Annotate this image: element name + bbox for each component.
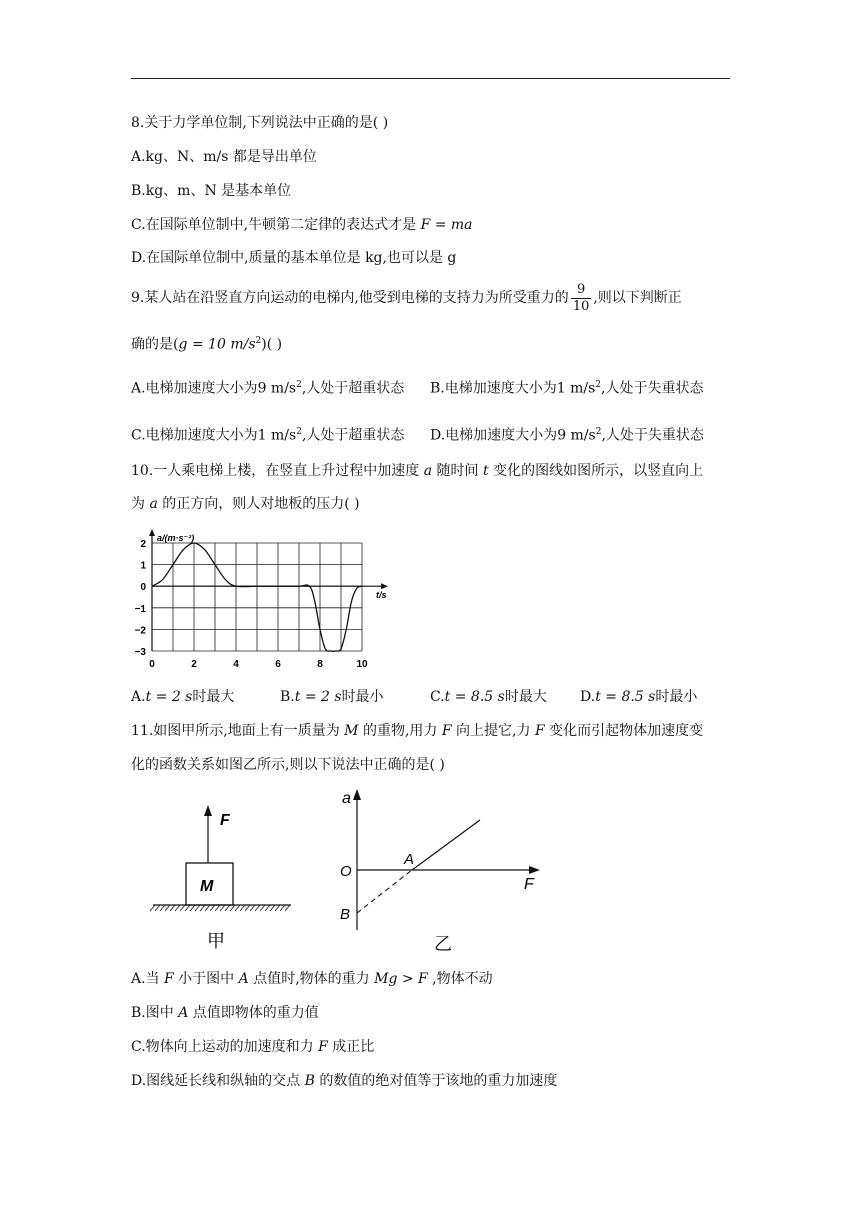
q9-g-value: g = 10 m/s	[178, 336, 256, 353]
ground-hatch-mark	[205, 905, 210, 911]
q8-option-c-formula: F = ma	[420, 217, 473, 233]
q9-option-b-post: ,人处于失重状态	[601, 380, 704, 397]
q8-option-c	[131, 216, 473, 234]
q9-option-b-sup: 2	[595, 380, 602, 390]
q9-fraction	[571, 282, 592, 315]
y-tick-label: −1	[134, 603, 146, 615]
q10-stem1-pre: 10.一人乘电梯上楼，在竖直上升过程中加速度	[131, 463, 424, 479]
q11-stem1-pre: 11.如图甲所示,地面上有一质量为	[131, 723, 345, 739]
q9-option-a-sup: 2	[296, 380, 302, 390]
x-tick-label: 8	[317, 659, 323, 670]
q9-option-d	[430, 423, 704, 445]
q11-b-A: A	[178, 1005, 189, 1021]
extension-dashed	[357, 870, 412, 913]
chart-grid	[152, 543, 362, 651]
ground-hatch-mark	[190, 905, 195, 911]
q9-stem-line1	[131, 280, 682, 316]
origin-label: O	[340, 863, 352, 880]
q11-a-ineq: Mg > F	[374, 971, 428, 987]
q11-c-pre: C.物体向上运动的加速度和力	[131, 1039, 319, 1055]
x-tick-label: 6	[275, 659, 281, 670]
q10-option-d-label: D.	[580, 689, 596, 705]
q11-b-post: 点值即物体的重力值	[188, 1005, 319, 1021]
q10-stem-line2	[131, 495, 360, 513]
ground-hatch-mark	[210, 905, 215, 911]
x-tick-label: 0	[149, 659, 155, 670]
q9-option-a	[131, 376, 404, 398]
y-tick-label: −2	[134, 625, 146, 637]
q10-acceleration-chart	[130, 525, 400, 675]
q8-option-c-text: C.在国际单位制中,牛顿第二定律的表达式才是	[131, 217, 421, 233]
q11-option-b	[131, 1004, 319, 1022]
y-tick-label: −3	[134, 647, 146, 658]
q9-option-a-pre: A.电梯加速度大小为	[131, 380, 258, 397]
q10-option-d	[580, 688, 697, 706]
q9-fraction-num: 9	[571, 282, 592, 299]
force-arrow-head	[204, 805, 212, 816]
ground-hatch-mark	[175, 905, 180, 911]
ground-hatch-mark	[225, 905, 230, 911]
q9-stem2-post: )( )	[261, 336, 283, 353]
chart-tick-labels	[135, 539, 368, 670]
a-axis-label: a	[342, 790, 351, 807]
q10-option-b	[280, 688, 384, 706]
q9-option-b	[430, 376, 703, 398]
point-a-label: A	[404, 851, 415, 868]
ground-hatch-mark	[245, 905, 250, 911]
q10-option-c	[430, 688, 547, 706]
q11-a-pre: A.当	[131, 971, 165, 987]
q10-stem1-post: 变化的图线如图所示，以竖直向上	[488, 463, 704, 479]
q11-a-A: A	[238, 971, 249, 987]
q10-stem2-pre: 为	[131, 496, 150, 512]
q9-option-c-post: ,人处于超重状态	[301, 427, 405, 444]
q9-fraction-den: 10	[572, 298, 590, 314]
q11-b-pre: B.图中	[131, 1005, 179, 1021]
q11-stem1-M: M	[344, 723, 359, 739]
q11-stem1-F: F	[441, 723, 452, 739]
f-axis-arrow	[529, 866, 540, 874]
q9-option-d-val: 9 m/s	[557, 427, 596, 444]
q11-a-mid: 小于图中	[173, 971, 239, 987]
q10-stem1-mid: 随时间	[432, 463, 483, 479]
y-tick-label: 0	[140, 582, 146, 594]
q9-stem-line2	[131, 332, 282, 354]
q9-option-b-val: 1 m/s	[556, 380, 596, 397]
ground-hatch-mark	[185, 905, 190, 911]
q8-option-d: D.在国际单位制中,质量的基本单位是 kg,也可以是 g	[131, 250, 457, 266]
ground-hatch-mark	[280, 905, 285, 911]
q10-option-c-label: C.	[430, 689, 445, 705]
q10-stem-line1	[131, 462, 703, 480]
q10-option-b-label: B.	[280, 689, 295, 705]
q9-stem2-pre: 确的是(	[131, 336, 179, 353]
q11-a-mid2: 点值时,物体的重力	[248, 971, 375, 987]
q11-a-post: ,物体不动	[427, 971, 493, 987]
ground-hatch-mark	[215, 905, 220, 911]
force-label: F	[220, 812, 230, 829]
q10-option-d-post: 时最小	[655, 689, 698, 705]
q9-option-c-val: 1 m/s	[257, 427, 297, 444]
q9-option-d-post: ,人处于失重状态	[601, 427, 704, 444]
q11-d-pre: D.图线延长线和纵轴的交点	[131, 1073, 305, 1089]
q10-option-a-label: A.	[131, 689, 146, 705]
ground-hatch-mark	[155, 905, 160, 911]
q8-option-a: A.kg、N、m/s 都是导出单位	[131, 149, 317, 165]
q11-a-F: F	[164, 971, 174, 987]
chart-y-axis-label: a/(m·s⁻²)	[157, 533, 195, 543]
header-rule	[131, 78, 730, 79]
ground-hatch-mark	[165, 905, 170, 911]
mass-label: M	[200, 878, 214, 895]
ground-hatch-mark	[250, 905, 255, 911]
x-axis-arrow	[381, 583, 388, 589]
a-f-line	[412, 820, 480, 870]
ground-hatch-mark	[195, 905, 200, 911]
q11-option-a	[131, 970, 493, 988]
q9-option-a-val: 9 m/s	[257, 380, 297, 397]
q9-option-c	[131, 423, 404, 445]
q9-stem-text: 9.某人站在沿竖直方向运动的电梯内,他受到电梯的支持力为所受重力的	[131, 290, 569, 306]
y-tick-label: 1	[140, 560, 146, 572]
q11-stem1-post: 向上提它,力	[451, 723, 535, 739]
q9-option-d-pre: D.电梯加速度大小为	[430, 427, 558, 444]
point-b-label: B	[340, 906, 351, 923]
q11-stem-line1	[131, 722, 703, 740]
figure-jia-caption: 甲	[207, 931, 225, 951]
ground-hatch-mark	[230, 905, 235, 911]
q9-stem-text-end: ,则以下判断正	[593, 290, 682, 306]
q9-g-sup: 2	[255, 336, 262, 346]
ground-hatch-mark	[260, 905, 265, 911]
ground-hatch-mark	[265, 905, 270, 911]
ground-hatch-mark	[275, 905, 280, 911]
x-tick-label: 4	[233, 659, 239, 670]
ground-hatch-mark	[285, 905, 290, 911]
q11-figure-yi	[330, 785, 560, 955]
ground-hatch-mark	[270, 905, 275, 911]
ground-hatch-mark	[255, 905, 260, 911]
ground-hatch-mark	[240, 905, 245, 911]
ground-hatch-mark	[220, 905, 225, 911]
q10-option-d-eq: t = 8.5 s	[595, 689, 656, 705]
q9-option-c-pre: C.电梯加速度大小为	[131, 427, 258, 444]
q10-stem2-post: 的正方向，则人对地板的压力( )	[157, 496, 360, 512]
q11-stem1-F2: F	[534, 723, 545, 739]
q9-option-d-sup: 2	[595, 427, 602, 437]
ground-hatch-mark	[180, 905, 185, 911]
q11-d-post: 的数值的绝对值等于该地的重力加速度	[314, 1073, 558, 1089]
f-axis-label: F	[524, 876, 534, 893]
q10-option-b-eq: t = 2 s	[294, 689, 342, 705]
q11-c-post: 成正比	[327, 1039, 375, 1055]
q10-stem1-a: a	[423, 463, 433, 479]
ground-hatch-mark	[170, 905, 175, 911]
q11-figure-jia	[145, 795, 305, 955]
q11-d-B: B	[304, 1073, 315, 1089]
q10-option-c-eq: t = 8.5 s	[444, 689, 505, 705]
figure-yi-caption: 乙	[434, 934, 452, 954]
chart-x-axis-label: t/s	[376, 590, 387, 601]
a-axis-arrow	[353, 789, 361, 800]
q9-option-a-post: ,人处于超重状态	[301, 380, 405, 397]
ground-hatch-mark	[235, 905, 240, 911]
q11-stem-line2: 化的函数关系如图乙所示,则以下说法中正确的是( )	[131, 757, 445, 773]
q8-option-b: B.kg、m、N 是基本单位	[131, 183, 292, 199]
q10-option-a-eq: t = 2 s	[145, 689, 193, 705]
y-tick-label: 2	[140, 539, 146, 550]
q11-option-c	[131, 1038, 374, 1056]
q9-option-b-pre: B.电梯加速度大小为	[430, 380, 557, 397]
q10-option-a	[131, 688, 234, 706]
q9-option-c-sup: 2	[296, 427, 302, 437]
q11-c-F: F	[318, 1039, 328, 1055]
ground-hatch	[150, 905, 290, 911]
y-axis-arrow	[149, 529, 155, 536]
q11-option-d	[131, 1072, 557, 1090]
ground-hatch-mark	[150, 905, 155, 911]
x-tick-label: 2	[191, 659, 197, 670]
ground-hatch-mark	[160, 905, 165, 911]
q10-stem1-t: t	[482, 463, 489, 479]
q10-option-c-post: 时最大	[504, 689, 547, 705]
x-tick-label: 10	[356, 659, 368, 670]
q10-stem2-a: a	[149, 496, 158, 512]
ground-hatch-mark	[200, 905, 205, 911]
q11-stem1-end: 变化而引起物体加速度变	[544, 723, 704, 739]
q10-option-a-post: 时最大	[192, 689, 235, 705]
q11-stem1-mid: 的重物,用力	[358, 723, 442, 739]
q10-option-b-post: 时最小	[341, 689, 384, 705]
q8-stem: 8.关于力学单位制,下列说法中正确的是( )	[131, 115, 389, 131]
